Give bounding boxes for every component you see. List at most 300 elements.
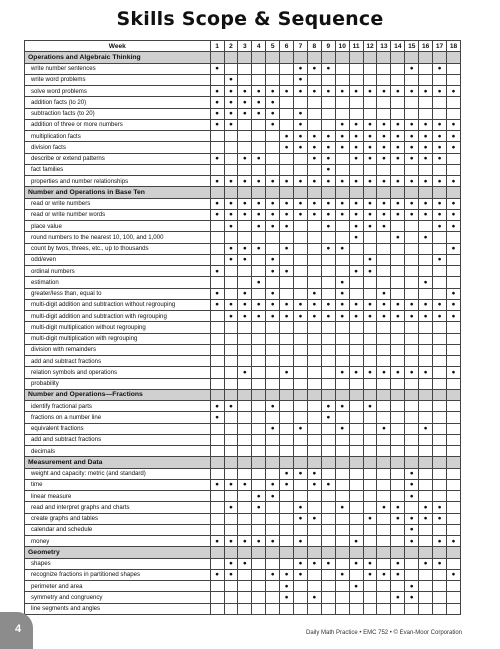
- empty-cell: [224, 333, 238, 344]
- skill-row: [25, 356, 461, 367]
- coverage-mark: ●: [447, 367, 461, 378]
- coverage-mark: ●: [349, 176, 363, 187]
- empty-cell: [349, 502, 363, 513]
- empty-cell: [377, 266, 391, 277]
- coverage-mark: ●: [321, 311, 335, 322]
- coverage-mark: ●: [238, 536, 252, 547]
- empty-cell: [280, 108, 294, 119]
- empty-cell: [210, 446, 224, 457]
- empty-cell: [335, 266, 349, 277]
- empty-cell: [266, 131, 280, 142]
- coverage-mark: ●: [224, 299, 238, 310]
- empty-cell: [307, 569, 321, 580]
- coverage-mark: ●: [224, 209, 238, 220]
- empty-cell: [294, 243, 308, 254]
- empty-cell: [335, 558, 349, 569]
- section-cell: [294, 187, 308, 198]
- coverage-mark: ●: [321, 243, 335, 254]
- empty-cell: [224, 513, 238, 524]
- coverage-mark: ●: [321, 153, 335, 164]
- coverage-mark: ●: [349, 299, 363, 310]
- coverage-mark: ●: [307, 311, 321, 322]
- empty-cell: [405, 108, 419, 119]
- coverage-mark: ●: [447, 288, 461, 299]
- empty-cell: [321, 502, 335, 513]
- coverage-mark: ●: [433, 198, 447, 209]
- empty-cell: [433, 164, 447, 175]
- week-number-header: 18: [447, 41, 461, 52]
- empty-cell: [447, 502, 461, 513]
- week-number-header: 8: [307, 41, 321, 52]
- empty-cell: [433, 491, 447, 502]
- empty-cell: [307, 581, 321, 592]
- coverage-mark: ●: [349, 558, 363, 569]
- empty-cell: [447, 446, 461, 457]
- empty-cell: [238, 491, 252, 502]
- empty-cell: [238, 164, 252, 175]
- coverage-mark: ●: [266, 569, 280, 580]
- empty-cell: [210, 164, 224, 175]
- empty-cell: [210, 524, 224, 535]
- skill-row: [25, 243, 461, 254]
- empty-cell: [266, 581, 280, 592]
- coverage-mark: ●: [224, 502, 238, 513]
- coverage-mark: ●: [238, 153, 252, 164]
- empty-cell: [238, 142, 252, 153]
- coverage-mark: ●: [349, 153, 363, 164]
- empty-cell: [238, 434, 252, 445]
- skill-row: [25, 311, 461, 322]
- section-cell: [335, 52, 349, 63]
- skill-row: [25, 86, 461, 97]
- empty-cell: [391, 221, 405, 232]
- empty-cell: [294, 333, 308, 344]
- empty-cell: [280, 322, 294, 333]
- empty-cell: [433, 378, 447, 389]
- empty-cell: [419, 536, 433, 547]
- coverage-mark: ●: [280, 299, 294, 310]
- section-cell: [238, 52, 252, 63]
- empty-cell: [224, 592, 238, 603]
- empty-cell: [210, 322, 224, 333]
- empty-cell: [224, 524, 238, 535]
- empty-cell: [335, 412, 349, 423]
- coverage-mark: ●: [280, 221, 294, 232]
- section-cell: [377, 389, 391, 400]
- empty-cell: [307, 423, 321, 434]
- empty-cell: [335, 468, 349, 479]
- empty-cell: [294, 153, 308, 164]
- coverage-mark: ●: [447, 299, 461, 310]
- empty-cell: [238, 232, 252, 243]
- section-cell: [266, 457, 280, 468]
- coverage-mark: ●: [391, 513, 405, 524]
- empty-cell: [349, 378, 363, 389]
- coverage-mark: ●: [280, 367, 294, 378]
- empty-cell: [266, 243, 280, 254]
- week-number-header: 5: [266, 41, 280, 52]
- coverage-mark: ●: [266, 401, 280, 412]
- coverage-mark: ●: [335, 86, 349, 97]
- skill-label: recognize fractions in partitioned shapes: [25, 569, 211, 580]
- section-cell: [252, 52, 266, 63]
- empty-cell: [280, 97, 294, 108]
- empty-cell: [363, 378, 377, 389]
- empty-cell: [433, 108, 447, 119]
- coverage-mark: ●: [377, 569, 391, 580]
- empty-cell: [447, 581, 461, 592]
- empty-cell: [447, 592, 461, 603]
- skill-label: multiplication facts: [25, 131, 211, 142]
- coverage-mark: ●: [210, 412, 224, 423]
- empty-cell: [391, 277, 405, 288]
- empty-cell: [363, 63, 377, 74]
- empty-cell: [238, 581, 252, 592]
- coverage-mark: ●: [266, 254, 280, 265]
- empty-cell: [405, 254, 419, 265]
- empty-cell: [307, 322, 321, 333]
- skill-row: [25, 176, 461, 187]
- empty-cell: [224, 491, 238, 502]
- week-number-header: 1: [210, 41, 224, 52]
- coverage-mark: ●: [377, 209, 391, 220]
- coverage-mark: ●: [224, 119, 238, 130]
- section-cell: [377, 187, 391, 198]
- skill-row: [25, 254, 461, 265]
- coverage-mark: ●: [377, 176, 391, 187]
- coverage-mark: ●: [307, 299, 321, 310]
- empty-cell: [307, 266, 321, 277]
- empty-cell: [266, 468, 280, 479]
- empty-cell: [252, 468, 266, 479]
- empty-cell: [405, 243, 419, 254]
- coverage-mark: ●: [405, 479, 419, 490]
- week-number-header: 12: [363, 41, 377, 52]
- section-title: Measurement and Data: [25, 457, 211, 468]
- empty-cell: [447, 491, 461, 502]
- empty-cell: [363, 243, 377, 254]
- coverage-mark: ●: [210, 401, 224, 412]
- empty-cell: [252, 569, 266, 580]
- week-number-header: 14: [391, 41, 405, 52]
- empty-cell: [447, 254, 461, 265]
- section-cell: [349, 547, 363, 558]
- empty-cell: [433, 446, 447, 457]
- empty-cell: [321, 108, 335, 119]
- coverage-mark: ●: [238, 97, 252, 108]
- empty-cell: [419, 491, 433, 502]
- empty-cell: [419, 356, 433, 367]
- coverage-mark: ●: [349, 232, 363, 243]
- coverage-mark: ●: [280, 592, 294, 603]
- empty-cell: [363, 344, 377, 355]
- empty-cell: [349, 468, 363, 479]
- coverage-mark: ●: [433, 502, 447, 513]
- coverage-mark: ●: [321, 63, 335, 74]
- empty-cell: [377, 412, 391, 423]
- empty-cell: [419, 468, 433, 479]
- coverage-mark: ●: [433, 254, 447, 265]
- empty-cell: [447, 322, 461, 333]
- coverage-mark: ●: [210, 86, 224, 97]
- empty-cell: [419, 63, 433, 74]
- coverage-mark: ●: [321, 164, 335, 175]
- footer-credit: Daily Math Practice • EMC 752 • © Evan-Moor Corporation: [305, 630, 462, 636]
- empty-cell: [238, 423, 252, 434]
- empty-cell: [391, 581, 405, 592]
- empty-cell: [363, 412, 377, 423]
- empty-cell: [307, 333, 321, 344]
- empty-cell: [433, 356, 447, 367]
- empty-cell: [405, 277, 419, 288]
- empty-cell: [419, 479, 433, 490]
- empty-cell: [447, 423, 461, 434]
- skill-label: add and subtract fractions: [25, 434, 211, 445]
- coverage-mark: ●: [266, 299, 280, 310]
- empty-cell: [307, 356, 321, 367]
- section-title: Operations and Algebraic Thinking: [25, 52, 211, 63]
- skill-label: estimation: [25, 277, 211, 288]
- empty-cell: [349, 524, 363, 535]
- coverage-mark: ●: [335, 423, 349, 434]
- empty-cell: [419, 288, 433, 299]
- coverage-mark: ●: [349, 86, 363, 97]
- empty-cell: [266, 603, 280, 614]
- section-cell: [405, 52, 419, 63]
- skill-label: decimals: [25, 446, 211, 457]
- section-title: Number and Operations in Base Ten: [25, 187, 211, 198]
- coverage-mark: ●: [321, 412, 335, 423]
- empty-cell: [349, 243, 363, 254]
- section-cell: [307, 457, 321, 468]
- section-cell: [307, 52, 321, 63]
- empty-cell: [252, 266, 266, 277]
- empty-cell: [210, 491, 224, 502]
- empty-cell: [252, 446, 266, 457]
- empty-cell: [280, 119, 294, 130]
- skill-label: relation symbols and operations: [25, 367, 211, 378]
- empty-cell: [307, 164, 321, 175]
- empty-cell: [224, 232, 238, 243]
- skill-label: odd/even: [25, 254, 211, 265]
- empty-cell: [321, 468, 335, 479]
- empty-cell: [419, 333, 433, 344]
- empty-cell: [252, 142, 266, 153]
- empty-cell: [280, 524, 294, 535]
- empty-cell: [307, 74, 321, 85]
- empty-cell: [238, 401, 252, 412]
- coverage-mark: ●: [335, 119, 349, 130]
- coverage-mark: ●: [363, 153, 377, 164]
- section-cell: [419, 389, 433, 400]
- coverage-mark: ●: [419, 86, 433, 97]
- section-cell: [377, 547, 391, 558]
- section-cell: [280, 389, 294, 400]
- empty-cell: [294, 277, 308, 288]
- empty-cell: [433, 277, 447, 288]
- skill-row: [25, 74, 461, 85]
- skill-label: line segments and angles: [25, 603, 211, 614]
- coverage-mark: ●: [224, 243, 238, 254]
- coverage-mark: ●: [210, 198, 224, 209]
- section-cell: [377, 52, 391, 63]
- section-cell: [321, 457, 335, 468]
- empty-cell: [224, 142, 238, 153]
- coverage-mark: ●: [377, 131, 391, 142]
- coverage-mark: ●: [335, 209, 349, 220]
- empty-cell: [447, 277, 461, 288]
- coverage-mark: ●: [335, 299, 349, 310]
- empty-cell: [238, 333, 252, 344]
- coverage-mark: ●: [224, 311, 238, 322]
- empty-cell: [224, 581, 238, 592]
- week-number-header: 7: [294, 41, 308, 52]
- empty-cell: [377, 277, 391, 288]
- empty-cell: [447, 164, 461, 175]
- coverage-mark: ●: [363, 209, 377, 220]
- empty-cell: [433, 468, 447, 479]
- empty-cell: [363, 232, 377, 243]
- empty-cell: [280, 344, 294, 355]
- coverage-mark: ●: [294, 536, 308, 547]
- empty-cell: [224, 412, 238, 423]
- empty-cell: [433, 97, 447, 108]
- coverage-mark: ●: [335, 277, 349, 288]
- empty-cell: [405, 74, 419, 85]
- page-number: 4: [15, 623, 22, 635]
- coverage-mark: ●: [252, 108, 266, 119]
- coverage-mark: ●: [377, 119, 391, 130]
- section-cell: [391, 389, 405, 400]
- coverage-mark: ●: [419, 367, 433, 378]
- coverage-mark: ●: [280, 209, 294, 220]
- coverage-mark: ●: [252, 299, 266, 310]
- empty-cell: [266, 63, 280, 74]
- empty-cell: [307, 344, 321, 355]
- coverage-mark: ●: [363, 401, 377, 412]
- coverage-mark: ●: [238, 108, 252, 119]
- coverage-mark: ●: [391, 86, 405, 97]
- empty-cell: [335, 536, 349, 547]
- coverage-mark: ●: [433, 299, 447, 310]
- section-cell: [419, 457, 433, 468]
- empty-cell: [433, 581, 447, 592]
- section-cell: [405, 389, 419, 400]
- empty-cell: [224, 367, 238, 378]
- section-cell: [321, 389, 335, 400]
- empty-cell: [447, 401, 461, 412]
- coverage-mark: ●: [349, 311, 363, 322]
- skill-row: [25, 221, 461, 232]
- coverage-mark: ●: [335, 569, 349, 580]
- empty-cell: [349, 479, 363, 490]
- coverage-mark: ●: [419, 513, 433, 524]
- coverage-mark: ●: [447, 119, 461, 130]
- empty-cell: [335, 164, 349, 175]
- empty-cell: [335, 221, 349, 232]
- section-cell: [238, 389, 252, 400]
- coverage-mark: ●: [363, 86, 377, 97]
- section-cell: [210, 457, 224, 468]
- empty-cell: [266, 142, 280, 153]
- coverage-mark: ●: [321, 198, 335, 209]
- empty-cell: [363, 502, 377, 513]
- empty-cell: [307, 254, 321, 265]
- section-cell: [447, 52, 461, 63]
- empty-cell: [377, 479, 391, 490]
- empty-cell: [210, 513, 224, 524]
- skill-row: [25, 479, 461, 490]
- empty-cell: [266, 513, 280, 524]
- empty-cell: [307, 367, 321, 378]
- coverage-mark: ●: [349, 266, 363, 277]
- empty-cell: [419, 97, 433, 108]
- empty-cell: [447, 434, 461, 445]
- coverage-mark: ●: [377, 288, 391, 299]
- empty-cell: [335, 322, 349, 333]
- empty-cell: [377, 536, 391, 547]
- empty-cell: [363, 491, 377, 502]
- coverage-mark: ●: [252, 97, 266, 108]
- empty-cell: [335, 446, 349, 457]
- empty-cell: [447, 97, 461, 108]
- coverage-mark: ●: [405, 176, 419, 187]
- coverage-mark: ●: [238, 198, 252, 209]
- empty-cell: [280, 434, 294, 445]
- empty-cell: [377, 344, 391, 355]
- week-number-header: 3: [238, 41, 252, 52]
- empty-cell: [419, 603, 433, 614]
- coverage-mark: ●: [405, 209, 419, 220]
- coverage-mark: ●: [280, 243, 294, 254]
- coverage-mark: ●: [391, 131, 405, 142]
- coverage-mark: ●: [294, 468, 308, 479]
- empty-cell: [335, 108, 349, 119]
- empty-cell: [294, 344, 308, 355]
- empty-cell: [391, 344, 405, 355]
- coverage-mark: ●: [224, 86, 238, 97]
- empty-cell: [294, 479, 308, 490]
- section-cell: [266, 52, 280, 63]
- coverage-mark: ●: [447, 569, 461, 580]
- section-cell: [252, 389, 266, 400]
- skill-label: create graphs and tables: [25, 513, 211, 524]
- empty-cell: [252, 513, 266, 524]
- empty-cell: [224, 468, 238, 479]
- empty-cell: [210, 558, 224, 569]
- empty-cell: [447, 558, 461, 569]
- skill-row: [25, 401, 461, 412]
- empty-cell: [280, 63, 294, 74]
- empty-cell: [447, 513, 461, 524]
- empty-cell: [321, 254, 335, 265]
- empty-cell: [377, 63, 391, 74]
- week-number-header: 9: [321, 41, 335, 52]
- empty-cell: [349, 423, 363, 434]
- empty-cell: [238, 63, 252, 74]
- empty-cell: [391, 491, 405, 502]
- skill-row: [25, 277, 461, 288]
- empty-cell: [391, 266, 405, 277]
- coverage-mark: ●: [377, 502, 391, 513]
- section-cell: [238, 457, 252, 468]
- empty-cell: [210, 311, 224, 322]
- empty-cell: [321, 513, 335, 524]
- skill-label: fractions on a number line: [25, 412, 211, 423]
- coverage-mark: ●: [307, 558, 321, 569]
- empty-cell: [363, 108, 377, 119]
- coverage-mark: ●: [238, 558, 252, 569]
